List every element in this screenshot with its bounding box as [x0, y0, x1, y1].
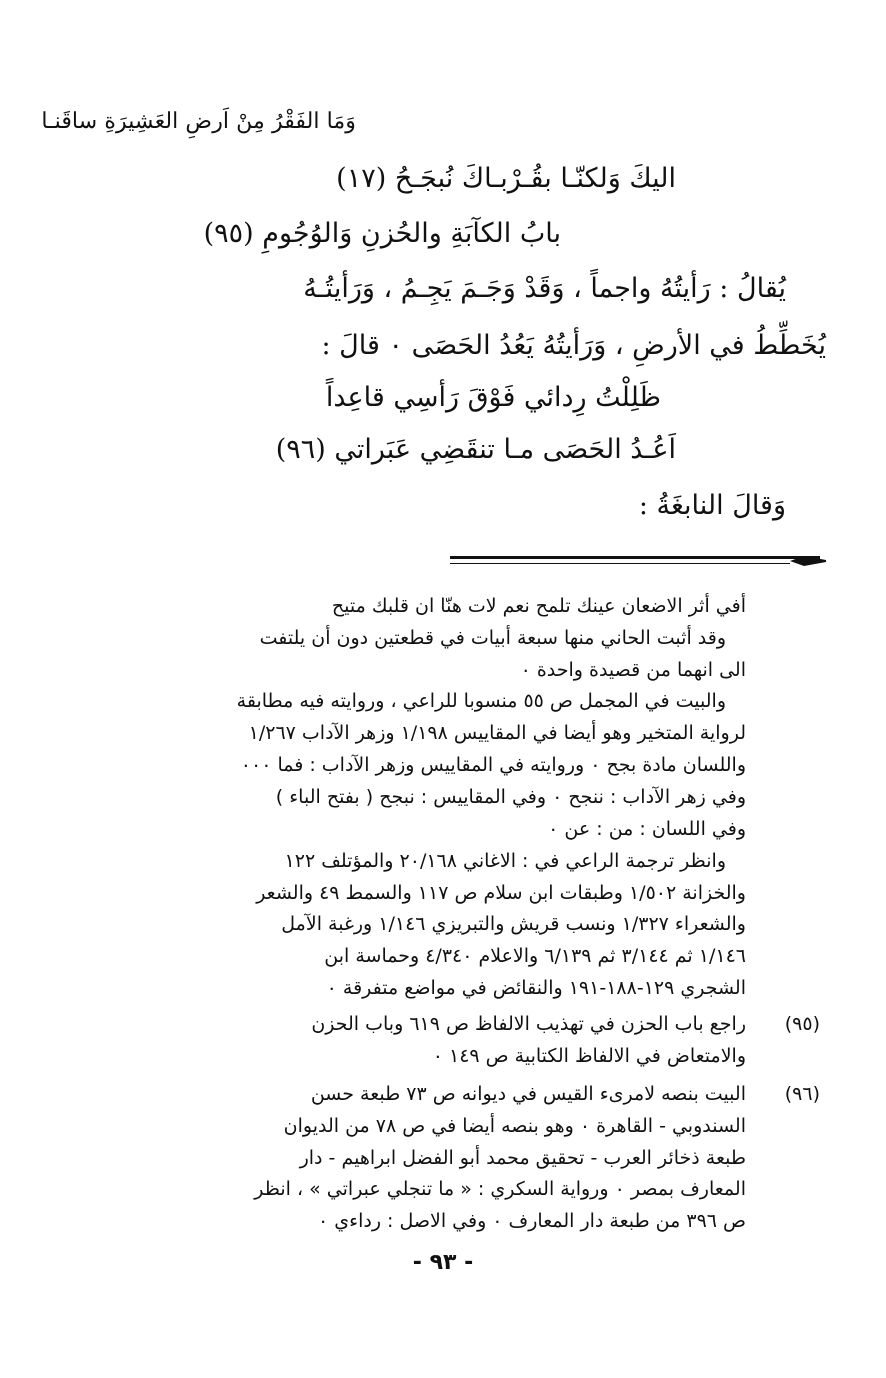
chapter-heading: بابُ الكآبَةِ والحُزنِ وَالوُجُومِ (٩٥): [203, 218, 561, 249]
verse-line-4: اَعُـدُ الحَصَى مـا تنقَضِي عَبَراتي (٩٦): [275, 434, 676, 465]
footnote-line: وفي زهر الآداب : ننجح ٠ وفي المقاييس : نبجح ( بفتح الباء ): [275, 786, 746, 808]
rule-ornament-icon: [790, 555, 826, 567]
prose-line-3: وَقالَ النابغَةُ :: [638, 490, 786, 521]
verse-line-2: اليكَ وَلكنّـا بقُـرْبـاكَ نُبجَـحُ (١٧): [336, 163, 676, 194]
prose-line-1: يُقالُ : رَأيتُهُ واجماً ، وَقَدْ وَجَـمَ يَجِـمُ ، وَرَأيتُـهُ: [303, 273, 786, 304]
footnote-line: الشجري ١٢٩-١٨٨-١٩١ والنقائض في مواضع متفرقة ٠: [326, 977, 746, 999]
footnote-line: والبيت في المجمل ص ٥٥ منسوبا للراعي ، وروايته فيه مطابقة: [236, 690, 726, 712]
prose-line-2: يُخَطِّطُ في الأرضِ ، وَرَأيتُهُ يَعُدُ الحَصَى ٠ قالَ :: [321, 330, 826, 361]
page-number: - ٩٣ -: [412, 1250, 474, 1275]
verse-line-3: ظَلِلْتُ رِدائي فَوْقَ رَأسِي قاعِداً: [325, 382, 661, 413]
footnote-line: راجع باب الحزن في تهذيب الالفاظ ص ٦١٩ وباب الحزن: [311, 1013, 746, 1035]
footnote-line: ١/١٤٦ ثم ٣/١٤٤ ثم ٦/١٣٩ والاعلام ٤/٣٤٠ وحماسة ابن: [324, 945, 746, 967]
footnote-line: لرواية المتخير وهو أيضا في المقاييس ١/١٩٨ وزهر الآداب ١/٢٦٧: [248, 722, 746, 744]
footnote-line: السندوبي - القاهرة ٠ وهو بنصه أيضا في ص ٧٨ من الديوان: [283, 1115, 746, 1137]
footnote-line: ص ٣٩٦ من طبعة دار المعارف ٠ وفي الاصل : رداءي ٠: [318, 1210, 746, 1232]
footnote-line: والامتعاض في الالفاظ الكتابية ص ١٤٩ ٠: [432, 1045, 746, 1067]
footnote-number-95: (٩٥): [784, 1013, 820, 1035]
footnote-line: والخزانة ١/٥٠٢ وطبقات ابن سلام ص ١١٧ والسمط ٤٩ والشعر: [256, 882, 746, 904]
footnote-line: أفي أثر الاضعان عينك تلمح نعم لات هنّا ان قلبك متيح: [331, 595, 746, 617]
footnote-line: البيت بنصه لامرىء القيس في ديوانه ص ٧٣ طبعة حسن: [310, 1083, 746, 1105]
footnote-line: والشعراء ١/٣٢٧ ونسب قريش والتبريزي ١/١٤٦ ورغبة الآمل: [281, 913, 746, 935]
footnote-line: وفي اللسان : من : عن ٠: [548, 818, 746, 840]
footnote-line: طبعة ذخائر العرب - تحقيق محمد أبو الفضل ابراهيم - دار: [299, 1147, 746, 1169]
footnote-line: وقد أثبت الحاني منها سبعة أبيات في قطعتين دون أن يلتفت: [259, 627, 726, 649]
verse-line-1: وَمَا الفَقْرُ مِنْ اَرضِ العَشِيرَةِ ساقَنـا: [41, 108, 356, 134]
footnote-line: المعارف بمصر ٠ ورواية السكري : « ما تنجلي عبراتي » ، انظر: [254, 1178, 746, 1200]
footnote-line: وانظر ترجمة الراعي في : الاغاني ٢٠/١٦٨ والمؤتلف ١٢٢: [284, 850, 726, 872]
footnote-line: واللسان مادة بجح ٠ وروايته في المقاييس وزهر الآداب : فما ٠٠٠: [240, 754, 746, 776]
footnote-line: الى انهما من قصيدة واحدة ٠: [520, 659, 746, 681]
footnote-number-96: (٩٦): [784, 1083, 820, 1105]
